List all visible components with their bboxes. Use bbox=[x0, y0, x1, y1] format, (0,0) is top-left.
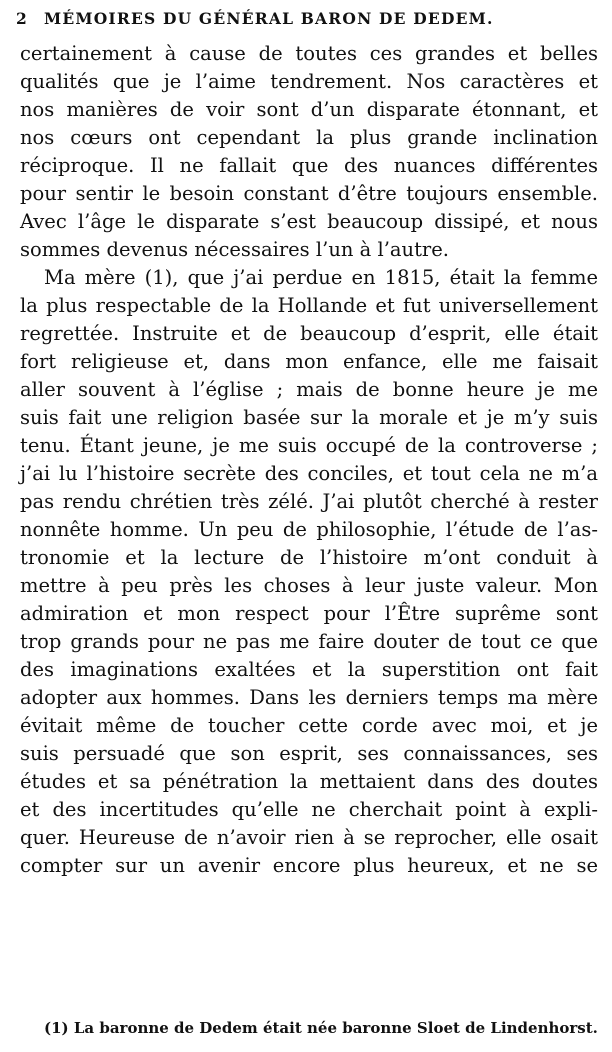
text-line: études et sa pénétration la mettaient dans des doutes bbox=[20, 770, 598, 793]
text-line: trop grands pour ne pas me faire douter de tout ce que bbox=[20, 630, 598, 653]
text-line: quer. Heureuse de n’avoir rien à se reprocher, elle osait bbox=[20, 826, 598, 849]
footnote: (1) La baronne de Dedem était née baronne Sloet de Lindenhorst. bbox=[44, 1019, 598, 1037]
text-line: adopter aux hommes. Dans les derniers temps ma mère bbox=[20, 686, 598, 709]
text-line: nonnête homme. Un peu de philosophie, l’étude de l’as- bbox=[20, 518, 598, 541]
page-number: 2 bbox=[16, 9, 28, 28]
running-title: MÉMOIRES DU GÉNÉRAL BARON DE DEDEM. bbox=[44, 9, 494, 28]
text-line: des imaginations exaltées et la superstition ont fait bbox=[20, 658, 598, 681]
text-line: regrettée. Instruite et de beaucoup d’esprit, elle était bbox=[20, 322, 598, 345]
text-line: tronomie et la lecture de l’histoire m’ont conduit à bbox=[20, 546, 598, 569]
text-line: nos cœurs ont cependant la plus grande inclination bbox=[20, 126, 598, 149]
text-line: pour sentir le besoin constant d’être toujours ensemble. bbox=[20, 182, 598, 205]
text-line: pas rendu chrétien très zélé. J’ai plutôt cherché à rester bbox=[20, 490, 598, 513]
text-line: fort religieuse et, dans mon enfance, elle me faisait bbox=[20, 350, 598, 373]
text-line: j’ai lu l’histoire secrète des conciles, et tout cela ne m’a bbox=[20, 462, 598, 485]
text-line: nos manières de voir sont d’un disparate étonnant, et bbox=[20, 98, 598, 121]
text-line: évitait même de toucher cette corde avec moi, et je bbox=[20, 714, 598, 737]
text-line: tenu. Étant jeune, je me suis occupé de la controverse ; bbox=[20, 434, 598, 457]
text-line: mettre à peu près les choses à leur juste valeur. Mon bbox=[20, 574, 598, 597]
running-head bbox=[16, 9, 606, 31]
text-line: aller souvent à l’église ; mais de bonne heure je me bbox=[20, 378, 598, 401]
text-line: la plus respectable de la Hollande et fut universellement bbox=[20, 294, 598, 317]
text-line: admiration et mon respect pour l’Être suprême sont bbox=[20, 602, 598, 625]
text-line: suis fait une religion basée sur la morale et je m’y suis bbox=[20, 406, 598, 429]
text-line: qualités que je l’aime tendrement. Nos caractères et bbox=[20, 70, 598, 93]
text-line: certainement à cause de toutes ces grandes et belles bbox=[20, 42, 598, 65]
text-line: Ma mère (1), que j’ai perdue en 1815, était la femme bbox=[44, 266, 598, 289]
text-line: compter sur un avenir encore plus heureux, et ne se bbox=[20, 854, 598, 877]
text-line: sommes devenus nécessaires l’un à l’autre. bbox=[20, 238, 449, 261]
text-line: Avec l’âge le disparate s’est beaucoup dissipé, et nous bbox=[20, 210, 598, 233]
text-line: et des incertitudes qu’elle ne cherchait point à expli- bbox=[20, 798, 598, 821]
text-line: réciproque. Il ne fallait que des nuances différentes bbox=[20, 154, 598, 177]
text-line: suis persuadé que son esprit, ses connaissances, ses bbox=[20, 742, 598, 765]
